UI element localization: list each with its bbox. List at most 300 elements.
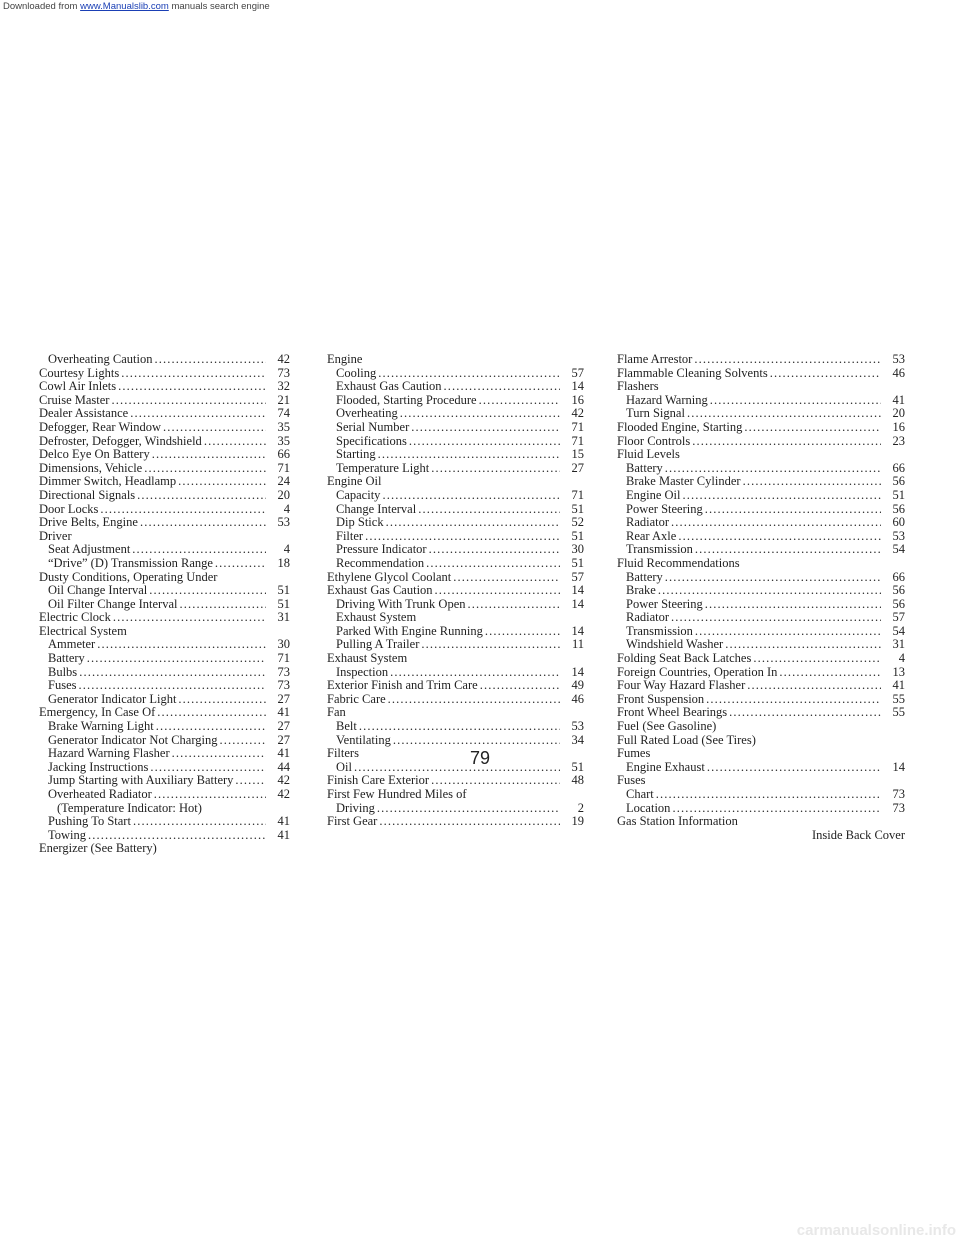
index-entry-page: 16 [892,419,905,434]
index-entry-label: Rear Axle [626,528,677,543]
index-entry [327,802,584,816]
index-entry-page: 14 [571,664,584,679]
index-entry-label: Defogger, Rear Window [39,419,161,434]
dot-leader [132,543,266,557]
index-entry [39,571,290,585]
dot-leader [485,625,560,639]
index-entry-page: 14 [571,596,584,611]
dot-leader [409,435,560,449]
index-entry-label: Exterior Finish and Trim Care [327,678,478,693]
index-entry-label: Recommendation [336,555,425,570]
index-entry [327,489,584,503]
index-entry-label: Jacking Instructions [48,759,149,774]
index-entry-page: 51 [571,555,584,570]
dot-leader [235,774,266,788]
index-entry [327,367,584,381]
index-entry-label: Flashers [617,379,659,394]
index-entry-label: Hazard Warning [626,392,708,407]
dot-leader [710,394,881,408]
index-entry-label: Capacity [336,487,381,502]
index-entry [39,829,290,843]
index-entry [327,598,584,612]
dot-leader [480,679,560,693]
dot-leader [388,693,560,707]
index-entry [617,489,905,503]
index-entry-label: Brake [626,583,656,598]
dot-leader [113,611,266,625]
dot-leader [140,516,266,530]
index-entry-page: 19 [571,814,584,829]
index-entry-page: 14 [571,379,584,394]
index-entry-label: Radiator [626,610,670,625]
index-entry-label: Pulling A Trailer [336,637,420,652]
index-entry-page: 57 [571,569,584,584]
index-entry-page: 74 [277,406,290,421]
index-entry-page: 73 [277,365,290,380]
index-entry-page: 54 [892,623,905,638]
dot-leader [386,516,560,530]
dot-leader [382,489,560,503]
index-entry-page: 73 [892,787,905,801]
index-entry-page: 54 [892,542,905,557]
dot-leader [453,571,560,585]
dot-leader [378,367,560,381]
index-entry [617,829,905,843]
index-entry-page: 18 [277,555,290,570]
index-entry-label: Filters [327,746,359,761]
dot-leader [671,516,881,530]
index-entry-label: Filter [336,528,364,543]
index-entry [327,353,584,367]
index-entry [39,448,290,462]
index-entry-label: Ventilating [336,732,391,747]
index-entry-label: Door Locks [39,501,99,516]
index-entry [39,367,290,381]
dot-leader [79,666,266,680]
index-entry-page: 56 [892,583,905,598]
index-entry-page: 20 [277,487,290,502]
index-entry [327,666,584,680]
dot-leader [400,407,560,421]
index-entry-page: 11 [571,637,584,652]
index-entry-label: Cruise Master [39,392,110,407]
index-entry-page: 73 [277,664,290,679]
dot-leader [157,706,266,720]
index-entry-label: First Few Hundred Miles of [327,787,467,801]
index-entry-label: Dimensions, Vehicle [39,460,143,475]
dot-leader [411,421,560,435]
index-entry-label: Delco Eye On Battery [39,447,150,462]
index-entry-page: 42 [277,787,290,801]
index-entry-label: Belt [336,719,357,734]
index-entry [327,774,584,788]
index-entry [327,571,584,585]
index-entry [39,706,290,720]
index-entry [39,611,290,625]
index-entry-page: 60 [892,515,905,530]
dot-leader [78,679,266,693]
index-column-1 [39,353,290,856]
dot-leader [744,421,881,435]
index-entry-label: Transmission [626,542,693,557]
index-entry-page: 14 [571,583,584,598]
index-entry [327,815,584,829]
index-entry-page: 46 [892,365,905,380]
index-entry-label: Seat Adjustment [48,542,131,557]
index-entry-page: 27 [571,460,584,475]
index-entry-label: Ammeter [48,637,96,652]
index-entry [617,734,905,748]
dot-leader [665,571,881,585]
index-entry [327,448,584,462]
index-entry [327,720,584,734]
dot-leader [87,652,266,666]
index-entry [39,774,290,788]
index-entry-label: Fuel (See Gasoline) [617,719,717,734]
index-entry-label: First Gear [327,814,378,829]
index-entry-page: 51 [571,528,584,543]
index-entry-page: 42 [277,773,290,788]
index-entry-label: Folding Seat Back Latches [617,651,752,666]
index-entry [617,503,905,517]
index-entry-label: Four Way Hazard Flasher [617,678,746,693]
index-entry [327,557,584,571]
index-entry [39,516,290,530]
index-entry-page: 14 [892,759,905,774]
dot-leader [665,462,881,476]
index-entry-label: Flame Arrestor [617,352,693,366]
index-entry [39,666,290,680]
header-suffix: manuals search engine [168,1,270,12]
dot-leader [144,462,266,476]
index-entry-page: 53 [277,515,290,530]
dot-leader [393,734,560,748]
dot-leader [155,353,267,367]
index-entry [617,598,905,612]
dot-leader [88,829,266,843]
index-entry [327,734,584,748]
dot-leader [377,802,560,816]
index-entry-label: Battery [48,651,85,666]
index-entry [327,462,584,476]
index-entry-label: Gas Station Information [617,814,738,829]
index-entry-label: Radiator [626,515,670,530]
index-entry-page: 73 [277,678,290,693]
dot-leader [444,380,560,394]
dot-leader [435,584,560,598]
index-entry-page: 66 [277,447,290,462]
index-entry [39,652,290,666]
index-entry [39,815,290,829]
index-entry-label: Engine Oil [626,487,681,502]
index-entry [39,435,290,449]
index-entry-label: Temperature Light [336,460,430,475]
index-entry-label: Floor Controls [617,433,691,448]
index-entry [327,475,584,489]
index-entry [327,625,584,639]
dot-leader [378,448,560,462]
index-entry-page: 55 [892,705,905,720]
dot-leader [705,598,881,612]
index-entry-label: Defroster, Defogger, Windshield [39,433,202,448]
index-entry-label: Finish Care Exterior [327,773,430,788]
index-entry-page: 15 [571,447,584,462]
dot-leader [729,706,881,720]
index-entry-label: Electric Clock [39,610,111,625]
page-number: 79 [469,748,491,768]
index-entry-page: 66 [892,569,905,584]
index-entry-page: 41 [277,705,290,720]
index-entry-label: Front Wheel Bearings [617,705,728,720]
index-entry-label: Power Steering [626,501,703,516]
index-entry [617,720,905,734]
index-entry-label: Transmission [626,623,693,638]
dot-leader [220,734,266,748]
index-entry [327,693,584,707]
index-entry [39,353,290,367]
index-entry [617,543,905,557]
index-entry [327,543,584,557]
index-entry-page: 48 [571,773,584,788]
index-entry-page: 57 [571,365,584,380]
index-entry-label: Cooling [336,365,377,380]
index-entry-label: Driving With Trunk Open [336,596,466,611]
dot-leader [656,788,881,802]
index-entry-page: 41 [277,814,290,829]
index-entry-page: 42 [571,406,584,421]
index-entry [617,367,905,381]
dot-leader [130,407,266,421]
manualslib-link[interactable]: www.Manualslib.com [80,1,169,12]
index-entry-page: 27 [277,732,290,747]
dot-leader [421,638,560,652]
dot-leader [426,557,560,571]
index-entry-page: 27 [277,719,290,734]
index-entry-page: 41 [277,827,290,842]
watermark: carmanualsonline.info [796,1222,956,1239]
index-entry-page: 66 [892,460,905,475]
index-entry [39,557,290,571]
index-entry-page: 71 [571,433,584,448]
dot-leader [683,489,881,503]
index-entry-page: 56 [892,501,905,516]
index-entry-label: Hazard Warning Flasher [48,746,170,761]
index-entry-label: Dusty Conditions, Operating Under [39,569,218,584]
index-entry [617,516,905,530]
index-entry-label: Battery [626,569,663,584]
dot-leader [431,774,560,788]
dot-leader [121,367,266,381]
index-entry-label: Power Steering [626,596,703,611]
index-entry-page: 35 [277,419,290,434]
dot-leader [695,625,881,639]
dot-leader [156,720,266,734]
index-entry [617,802,905,816]
index-entry-label: Fabric Care [327,691,386,706]
index-entry-label: Inspection [336,664,389,679]
index-entry [617,652,905,666]
download-header [0,0,960,14]
dot-leader [359,720,560,734]
index-entry-label: Ethylene Glycol Coolant [327,569,452,584]
index-entry-page: 4 [283,501,290,516]
index-entry-page: 51 [892,487,905,502]
index-entry [39,693,290,707]
index-entry [617,571,905,585]
dot-leader [178,475,266,489]
index-entry-label: Driving [336,800,375,815]
index-entry [39,421,290,435]
index-entry-label: Emergency, In Case Of [39,705,156,720]
index-entry [327,394,584,408]
index-entry-page: 51 [571,759,584,774]
index-entry [617,611,905,625]
index-entry-label: Turn Signal [626,406,685,421]
index-entry [327,706,584,720]
index-entry-label: Specifications [336,433,407,448]
index-entry-label: Overheated Radiator [48,787,152,801]
dot-leader [747,679,881,693]
index-entry [39,543,290,557]
index-entry [617,774,905,788]
index-entry [39,734,290,748]
index-entry [327,638,584,652]
index-entry [617,815,905,829]
index-entry [617,638,905,652]
dot-leader [705,503,881,517]
index-entry-page: 14 [571,623,584,638]
index-entry [617,380,905,394]
index-entry [39,530,290,544]
index-entry-page: 52 [571,515,584,530]
dot-leader [97,638,266,652]
dot-leader [671,611,881,625]
index-entry-page: 20 [892,406,905,421]
index-entry-label: Fan [327,705,346,720]
index-entry [327,380,584,394]
index-entry-page: 46 [571,691,584,706]
index-entry [327,503,584,517]
index-entry [617,448,905,462]
dot-leader [418,503,560,517]
index-entry-label: Exhaust Gas Caution [336,379,442,394]
index-entry [39,394,290,408]
dot-leader [687,407,881,421]
index-entry-page: 56 [892,596,905,611]
index-entry [327,435,584,449]
index-entry-label: Directional Signals [39,487,136,502]
index-entry-page: 30 [277,637,290,652]
dot-leader [390,666,560,680]
index-entry-label: Inside Back Cover [811,827,905,842]
dot-leader [658,584,881,598]
index-entry [617,421,905,435]
index-entry-label: Location [626,800,671,815]
dot-leader [118,380,266,394]
index-entry [617,679,905,693]
dot-leader [678,530,881,544]
index-entry-page: 51 [571,501,584,516]
index-entry-label: Generator Indicator Not Charging [48,732,218,747]
index-entry-label: Flooded, Starting Procedure [336,392,477,407]
index-entry [39,503,290,517]
index-entry-label: (Temperature Indicator: Hot) [57,800,202,815]
dot-leader [163,421,266,435]
index-entry-page: 2 [577,800,584,815]
index-entry-label: Fluid Recommendations [617,555,740,570]
index-entry [617,706,905,720]
index-entry [617,462,905,476]
index-entry-label: Fuses [617,773,646,788]
index-entry-label: Overheating [336,406,398,421]
index-entry-label: Electrical System [39,623,127,638]
index-entry-label: “Drive” (D) Transmission Range [48,555,213,570]
index-entry [39,462,290,476]
index-entry-label: Driver [39,528,72,543]
index-entry [617,435,905,449]
index-entry-label: Change Interval [336,501,417,516]
dot-leader [365,530,560,544]
index-entry [617,475,905,489]
index-entry-page: 41 [892,392,905,407]
index-entry-page: 27 [277,691,290,706]
index-entry [617,693,905,707]
index-entry-label: Fumes [617,746,651,761]
index-entry [617,625,905,639]
dot-leader [779,666,881,680]
index-entry-page: 23 [892,433,905,448]
index-entry-page: 53 [892,352,905,366]
index-entry-page: 34 [571,732,584,747]
index-entry-label: Battery [626,460,663,475]
index-entry-label: Starting [336,447,376,462]
index-entry [617,530,905,544]
index-entry [39,584,290,598]
index-entry-page: 44 [277,759,290,774]
dot-leader [429,543,560,557]
index-entry-label: Overheating Caution [48,352,153,366]
index-entry-label: Exhaust Gas Caution [327,583,433,598]
index-entry [617,407,905,421]
dot-leader [743,475,881,489]
index-entry-label: Fuses [48,678,77,693]
index-entry [327,611,584,625]
index-entry-label: Oil Change Interval [48,583,148,598]
index-entry-label: Engine Exhaust [626,759,705,774]
index-entry-label: Engine Oil [327,474,382,489]
index-entry-label: Jump Starting with Auxiliary Battery [48,773,234,788]
dot-leader [149,584,266,598]
index-entry [39,638,290,652]
index-entry [39,788,290,802]
index-entry [327,652,584,666]
dot-leader [431,462,560,476]
index-entry-label: Front Suspension [617,691,705,706]
index-entry-page: 71 [277,460,290,475]
index-entry-page: 55 [892,691,905,706]
index-entry-page: 53 [892,528,905,543]
index-entry-page: 41 [892,678,905,693]
index-entry-page: 16 [571,392,584,407]
index-entry-label: Bulbs [48,664,78,679]
index-entry-page: 56 [892,474,905,489]
index-entry [39,802,290,816]
index-entry-page: 51 [277,596,290,611]
dot-leader [770,367,881,381]
index-entry-page: 42 [277,352,290,366]
index-entry-label: Dip Stick [336,515,384,530]
index-entry [327,530,584,544]
